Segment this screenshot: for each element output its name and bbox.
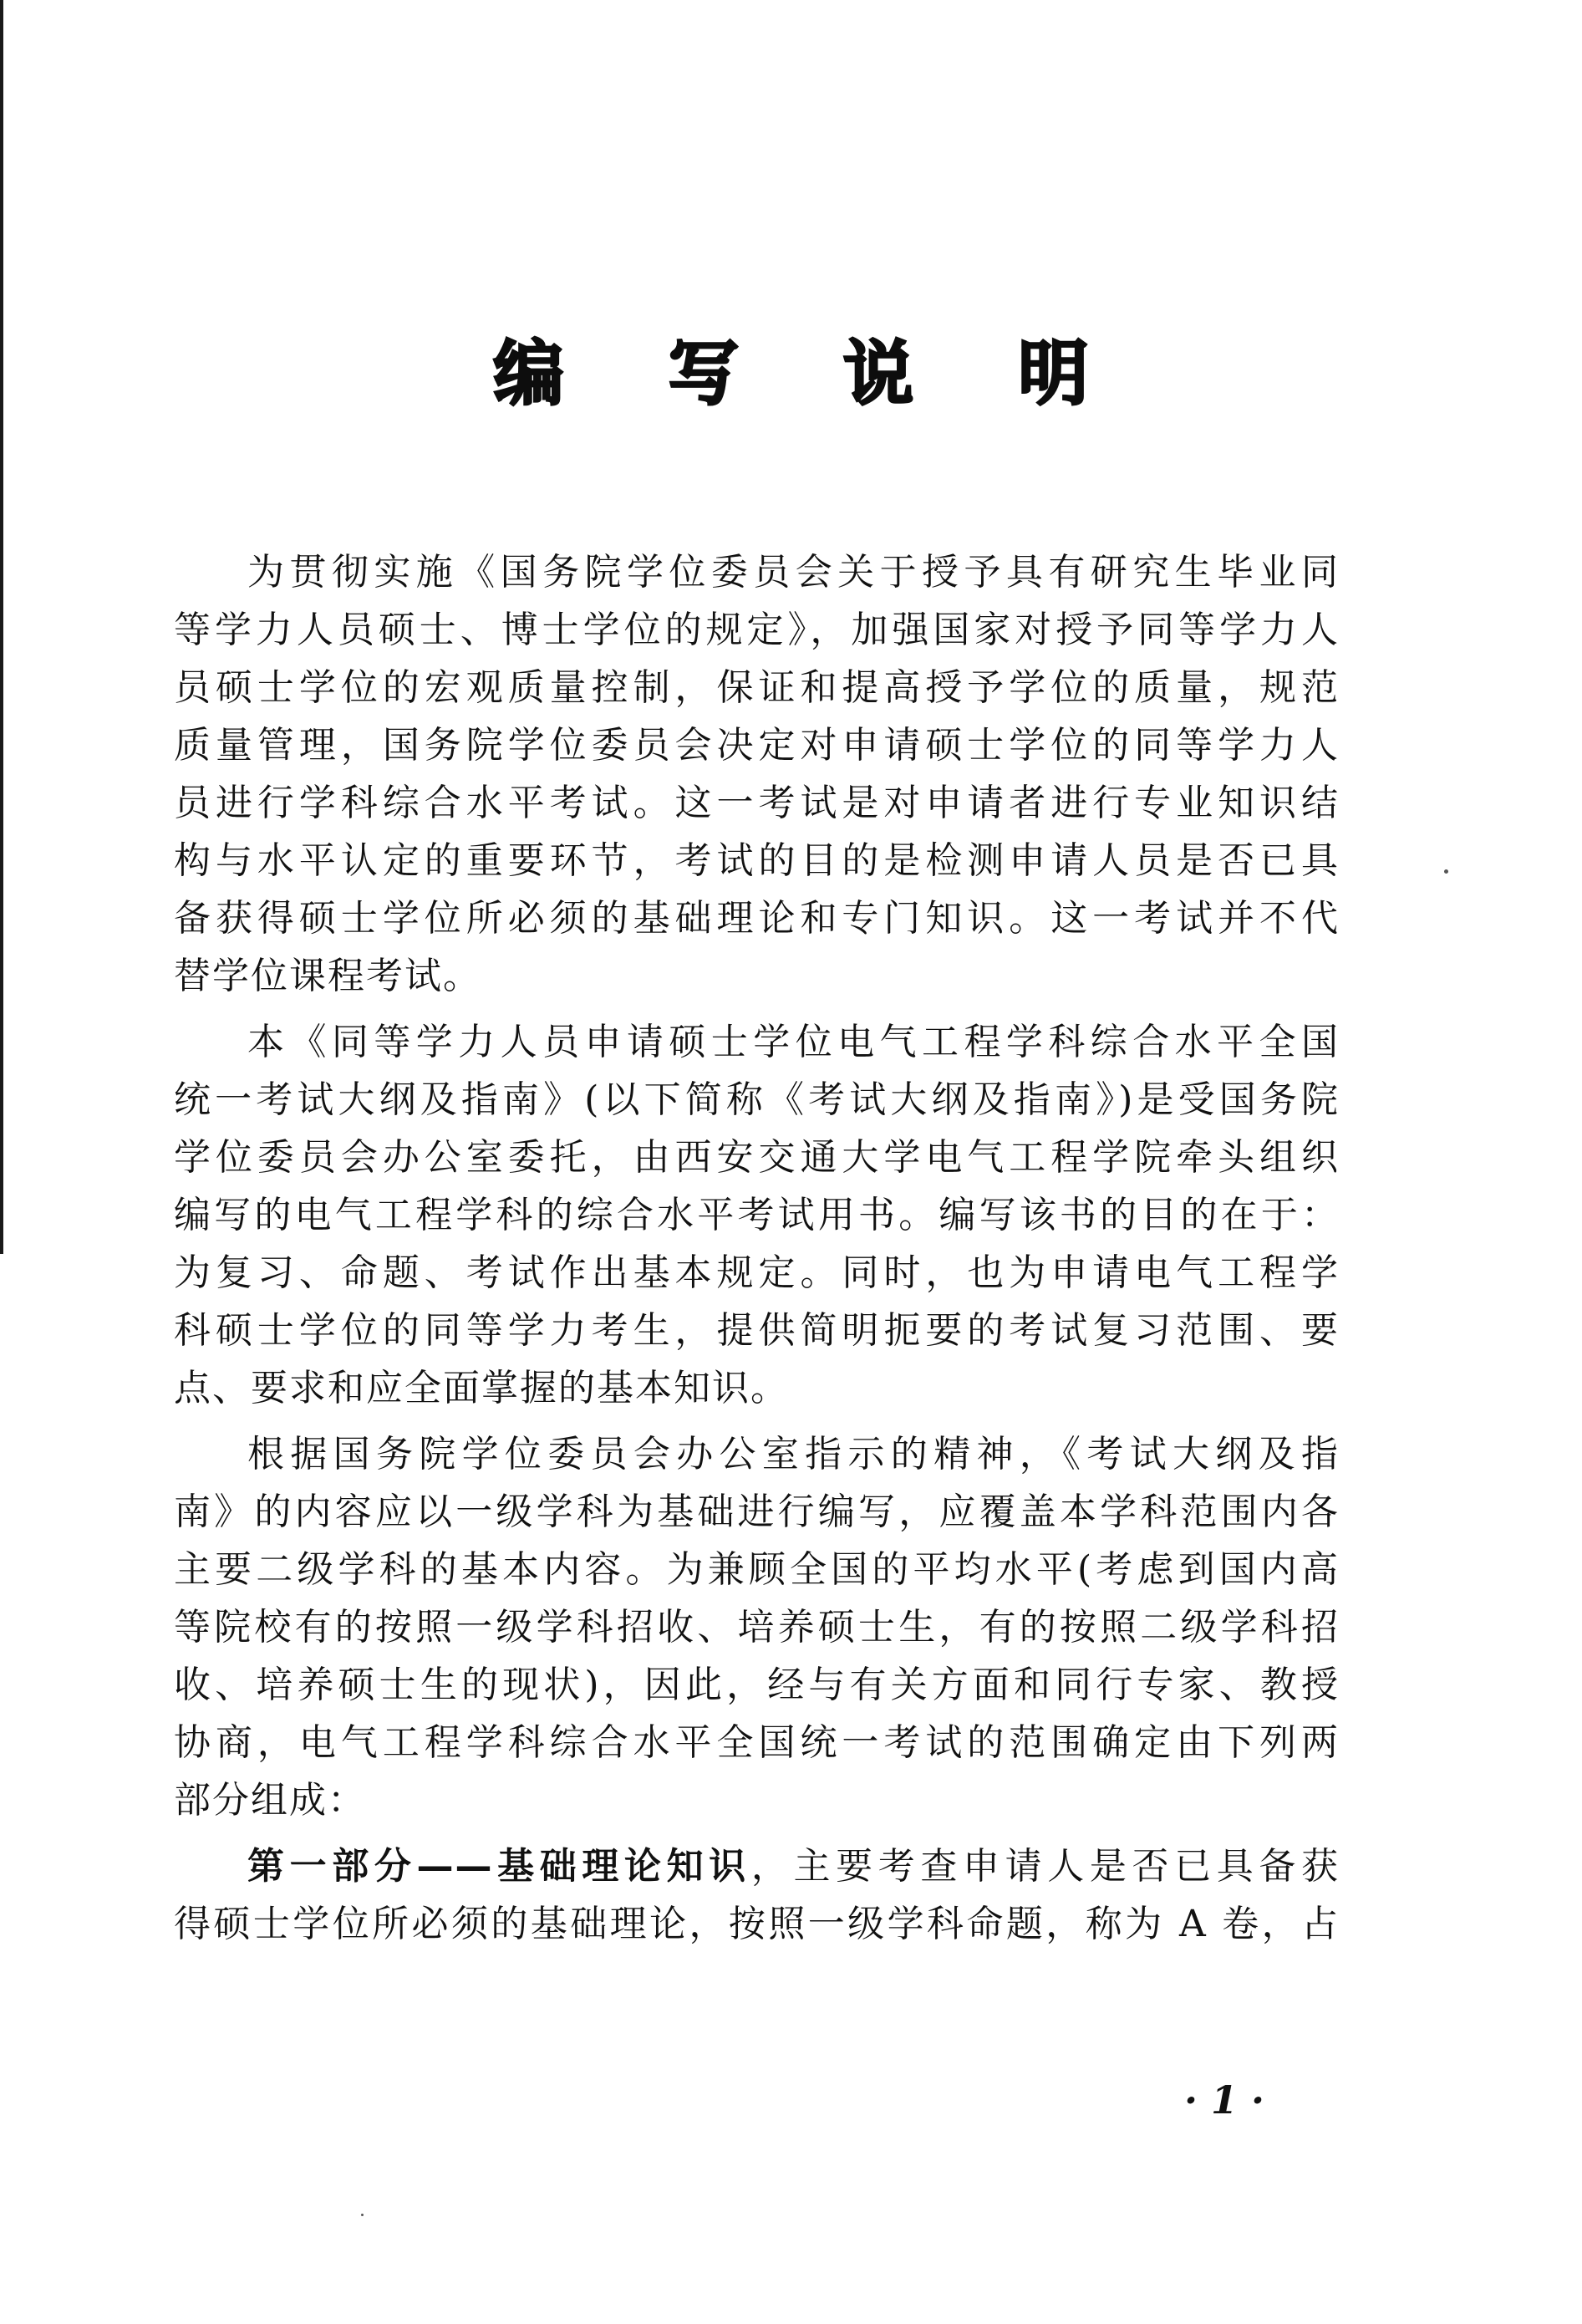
text-line: 本《同等学力人员申请硕士学位电气工程学科综合水平全国 (247, 1021, 1340, 1063)
scan-speck (361, 2214, 364, 2216)
text-line: 协商，电气工程学科综合水平全国统一考试的范围确定由下列两 (174, 1721, 1340, 1764)
lead-rest: ，主要考查申请人是否已具备获 (750, 1845, 1340, 1888)
text-line: 点、要求和应全面掌握的基本知识。 (174, 1367, 789, 1409)
scan-speck (1444, 869, 1448, 874)
paragraph-1 (174, 543, 1340, 1005)
text-line: 南》的内容应以一级学科为基础进行编写，应覆盖本学科范围内各 (174, 1491, 1340, 1533)
text-line: 备获得硕士学位所必须的基础理论和专门知识。这一考试并不代 (174, 897, 1340, 940)
text-line: 员进行学科综合水平考试。这一考试是对申请者进行专业知识结 (174, 782, 1340, 824)
text-line: 质量管理，国务院学位委员会决定对申请硕士学位的同等学力人 (174, 724, 1340, 767)
text-line: 员硕士学位的宏观质量控制，保证和提高授予学位的质量，规范 (174, 666, 1340, 709)
paragraph-3 (174, 1425, 1340, 1829)
text-line: 部分组成： (174, 1779, 366, 1822)
text-line (174, 1837, 1340, 1895)
paragraph-4 (174, 1837, 1340, 1953)
paragraph-2 (174, 1013, 1340, 1417)
text-line: 编写的电气工程学科的综合水平考试用书。编写该书的目的在于： (174, 1194, 1340, 1236)
text-line: 主要二级学科的基本内容。为兼顾全国的平均水平(考虑到国内高 (174, 1548, 1340, 1591)
text-line: 得硕士学位所必须的基础理论，按照一级学科命题，称为 A 卷，占 (174, 1903, 1340, 1945)
page-number: · 1 · (1183, 2077, 1265, 2123)
text-line: 为贯彻实施《国务院学位委员会关于授予具有研究生毕业同 (247, 551, 1340, 594)
text-line: 替学位课程考试。 (174, 955, 481, 997)
text-line: 学位委员会办公室委托，由西安交通大学电气工程学院牵头组织 (174, 1136, 1340, 1179)
text-line: 科硕士学位的同等学力考生，提供简明扼要的考试复习范围、要 (174, 1309, 1340, 1352)
body-text (174, 543, 1340, 1953)
text-line: 为复习、命题、考试作出基本规定。同时，也为申请电气工程学 (174, 1251, 1340, 1294)
page-title: 编 写 说 明 (493, 333, 1129, 415)
text-line: 等院校有的按照一级学科招收、培养硕士生，有的按照二级学科招 (174, 1606, 1340, 1649)
bold-lead: 第一部分——基础理论知识 (247, 1845, 751, 1888)
text-line: 统一考试大纲及指南》(以下简称《考试大纲及指南》)是受国务院 (174, 1078, 1340, 1121)
text-line: 收、培养硕士生的现状)，因此，经与有关方面和同行专家、教授 (174, 1664, 1340, 1706)
text-line: 根据国务院学位委员会办公室指示的精神，《考试大纲及指 (247, 1433, 1340, 1475)
text-line: 等学力人员硕士、博士学位的规定》，加强国家对授予同等学力人 (174, 609, 1340, 651)
text-line: 构与水平认定的重要环节，考试的目的是检测申请人员是否已具 (174, 839, 1340, 882)
scan-edge-shadow (0, 0, 3, 1254)
